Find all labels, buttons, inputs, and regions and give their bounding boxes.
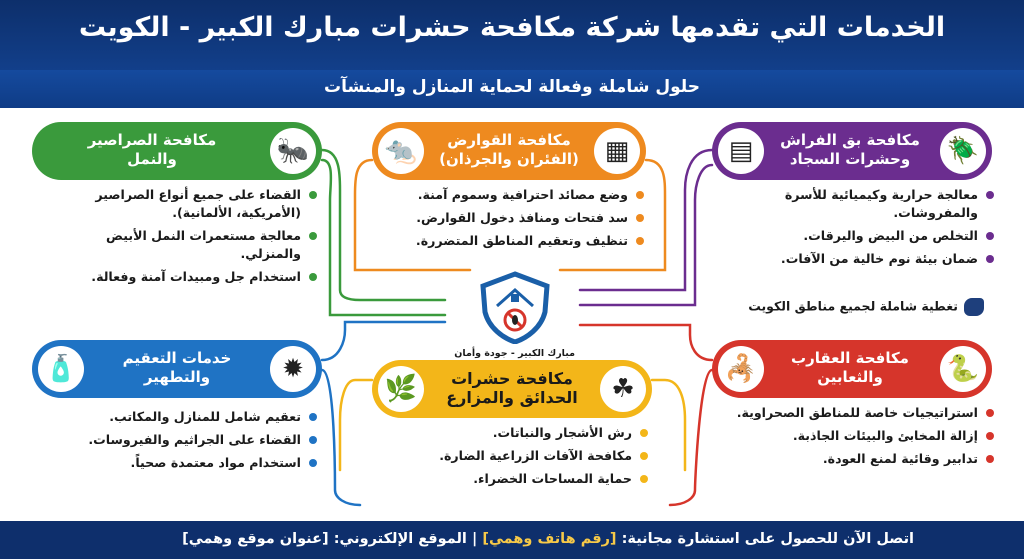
card-sanitize-title: خدمات التعقيم والتطهير: [122, 349, 232, 386]
list-item: إزالة المخابئ والبيئات الجاذبة.: [732, 427, 994, 445]
card-cockroach-header: [32, 122, 322, 180]
list-item: معالجة مستعمرات النمل الأبيض والمنزلي.: [62, 227, 317, 263]
card-cockroach-title: مكافحة الصراصير والنمل: [87, 131, 217, 168]
page-title: الخدمات التي تقدمها شركة مكافحة حشرات مبارك الكبير - الكويت: [78, 12, 946, 43]
list-item: استخدام مواد معتمدة صحياً.: [62, 454, 317, 472]
card-cockroach-list: [62, 186, 317, 291]
card-bedbugs-title: مكافحة بق الفراش وحشرات السجاد: [780, 131, 920, 168]
list-item: القضاء على الجراثيم والفيروسات.: [62, 431, 317, 449]
separator: |: [471, 531, 478, 547]
card-sanitize-list: [62, 408, 317, 477]
snake-icon: 🐍: [940, 346, 986, 392]
shield-icon: [475, 270, 555, 344]
card-bedbugs-list: [732, 186, 994, 273]
kuwait-map-icon: [964, 298, 984, 316]
website-link[interactable]: [عنوان موقع وهمي]: [182, 531, 329, 547]
trap-icon: ▦: [594, 128, 640, 174]
list-item: وضع مصائد احترافية وسموم آمنة.: [392, 186, 644, 204]
card-gardens-list: [400, 424, 648, 493]
card-gardens-header: [372, 360, 652, 418]
cta-text: اتصل الآن للحصول على استشارة مجانية:: [621, 531, 914, 547]
contact-line: [182, 531, 914, 547]
phone-number[interactable]: [رقم هاتف وهمي]: [482, 531, 617, 547]
card-rodents-list: [392, 186, 644, 255]
list-item: سد فتحات ومنافذ دخول القوارض.: [392, 209, 644, 227]
bedbug-icon: ▤: [718, 128, 764, 174]
page-subtitle: حلول شاملة وفعالة لحماية المنازل والمنشآت: [324, 77, 700, 97]
list-item: معالجة حرارية وكيميائية للأسرة والمفروشات.: [732, 186, 994, 222]
card-rodents-title: مكافحة القوارض (الفئران والجرذان): [439, 131, 579, 168]
card-scorpions-title: مكافحة العقارب والثعابين: [791, 349, 909, 386]
spray-bottle-icon: 🧴: [38, 346, 84, 392]
list-item: مكافحة الآفات الزراعية الضارة.: [400, 447, 648, 465]
list-item: حماية المساحات الخضراء.: [400, 470, 648, 488]
list-item: رش الأشجار والنباتات.: [400, 424, 648, 442]
beetle-icon: 🪲: [940, 128, 986, 174]
coverage-note: تغطية شاملة لجميع مناطق الكويت: [748, 298, 984, 316]
list-item: تدابير وقائية لمنع العودة.: [732, 450, 994, 468]
ant-icon: 🐜: [270, 128, 316, 174]
website-label: الموقع الإلكتروني:: [333, 531, 467, 547]
list-item: تعقيم شامل للمنازل والمكاتب.: [62, 408, 317, 426]
leaf-icon: 🌿: [378, 366, 424, 412]
list-item: التخلص من البيض واليرقات.: [732, 227, 994, 245]
card-bedbugs-header: [712, 122, 992, 180]
rat-icon: 🐀: [378, 128, 424, 174]
virus-icon: ✹: [270, 346, 316, 392]
logo-caption: مبارك الكبير - جودة وأمان: [454, 348, 575, 359]
footer-bar: [0, 521, 1024, 559]
sprayer-icon: ☘: [600, 366, 646, 412]
card-gardens-title: مكافحة حشرات الحدائق والمزارع: [446, 369, 578, 407]
card-scorpions-header: [712, 340, 992, 398]
list-item: تنظيف وتعقيم المناطق المتضررة.: [392, 232, 644, 250]
card-rodents-header: [372, 122, 646, 180]
list-item: استخدام جل ومبيدات آمنة وفعالة.: [62, 268, 317, 286]
card-scorpions-list: [732, 404, 994, 473]
list-item: ضمان بيئة نوم خالية من الآفات.: [732, 250, 994, 268]
scorpion-icon: 🦂: [718, 346, 764, 392]
list-item: القضاء على جميع أنواع الصراصير (الأمريكية، الألمانية).: [62, 186, 317, 222]
card-sanitize-header: [32, 340, 322, 398]
logo: [455, 270, 575, 370]
list-item: استراتيجيات خاصة للمناطق الصحراوية.: [732, 404, 994, 422]
